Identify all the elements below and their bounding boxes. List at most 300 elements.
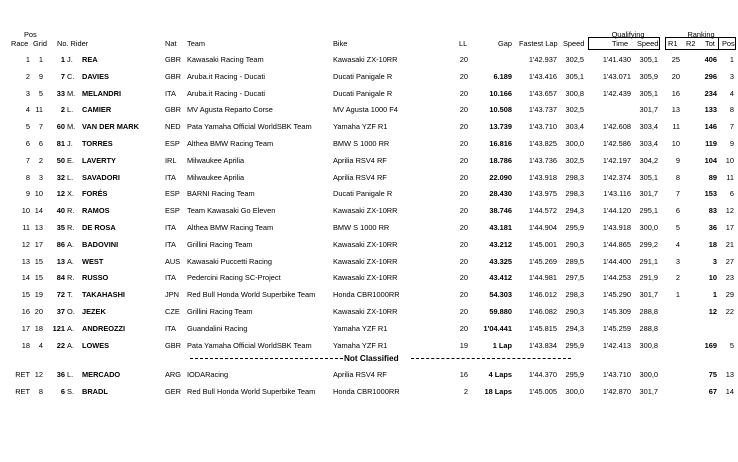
cell-team: Pedercini Racing SC-Project bbox=[187, 273, 281, 283]
cell-fastest: 1'45.001 bbox=[528, 239, 557, 249]
cell-qspeed: 291,1 bbox=[639, 256, 658, 266]
cell-speed: 295,9 bbox=[565, 223, 584, 232]
cell-bike: Kawasaki ZX-10RR bbox=[333, 307, 398, 316]
header-no-rider: No. Rider bbox=[57, 39, 89, 48]
cell-name: CAMIER bbox=[82, 105, 112, 115]
cell-tot: 133 bbox=[704, 105, 717, 115]
cell-qtime: 1'44.865 bbox=[602, 239, 631, 249]
cell-nat: GBR bbox=[165, 71, 182, 81]
cell-qspeed: 305,9 bbox=[639, 71, 658, 81]
cell-no: 37 bbox=[56, 307, 65, 316]
cell-init: X. bbox=[67, 189, 74, 199]
cell-nat: ESP bbox=[165, 139, 180, 148]
cell-grid: 1 bbox=[38, 55, 43, 64]
cell-rpos: 8 bbox=[729, 105, 734, 115]
cell-grid: 19 bbox=[34, 290, 43, 300]
cell-qtime: 1'44.400 bbox=[602, 256, 631, 266]
cell-r1: 3 bbox=[675, 256, 680, 266]
cell-team: Guandalini Racing bbox=[187, 323, 248, 333]
header-r2: R2 bbox=[686, 39, 696, 48]
cell-no: 6 bbox=[60, 386, 65, 396]
cell-rpos: 29 bbox=[725, 290, 734, 300]
cell-gap: 22.090 bbox=[489, 172, 512, 182]
cell-bike: Yamaha YZF R1 bbox=[333, 340, 388, 350]
cell-name: RAMOS bbox=[82, 206, 110, 216]
cell-init: A. bbox=[67, 340, 74, 350]
cell-r1: 25 bbox=[671, 55, 680, 64]
cell-gap: 43.412 bbox=[489, 273, 512, 283]
cell-name: MERCADO bbox=[82, 370, 121, 379]
cell-rpos: 22 bbox=[725, 307, 734, 316]
cell-fastest: 1'43.918 bbox=[528, 172, 557, 182]
cell-speed: 302,5 bbox=[565, 105, 584, 115]
cell-speed: 295,9 bbox=[565, 340, 584, 350]
cell-ll: 20 bbox=[459, 273, 468, 283]
cell-rpos: 7 bbox=[729, 122, 734, 132]
cell-qspeed: 303,4 bbox=[639, 122, 658, 132]
cell-nat: ITA bbox=[165, 88, 176, 98]
table-row bbox=[0, 118, 738, 136]
cell-name: DAVIES bbox=[82, 71, 109, 81]
cell-team: IODARacing bbox=[187, 370, 229, 379]
cell-grid: 13 bbox=[34, 223, 43, 232]
cell-team: Grillini Racing Team bbox=[187, 307, 253, 316]
cell-gap: 18 Laps bbox=[484, 386, 512, 396]
cell-name: DE ROSA bbox=[82, 223, 116, 232]
qualifying-header-box bbox=[588, 37, 660, 50]
cell-fastest: 1'44.572 bbox=[528, 206, 557, 216]
cell-fastest: 1'43.975 bbox=[528, 189, 557, 199]
header-ranking: Ranking bbox=[687, 30, 715, 39]
header-gap: Gap bbox=[498, 39, 512, 48]
cell-tot: 153 bbox=[704, 189, 717, 199]
cell-qtime: 1'43.116 bbox=[603, 189, 631, 199]
cell-init: L. bbox=[67, 370, 74, 379]
cell-qspeed: 301,7 bbox=[639, 189, 658, 199]
cell-r1: 16 bbox=[671, 88, 680, 98]
cell-bike: Aprilia RSV4 RF bbox=[333, 370, 387, 379]
cell-gap: 18.786 bbox=[489, 155, 512, 165]
cell-gap: 43.325 bbox=[489, 256, 512, 266]
cell-rpos: 21 bbox=[725, 239, 734, 249]
cell-name: BADOVINI bbox=[82, 239, 119, 249]
table-row bbox=[0, 135, 738, 153]
cell-fastest: 1'45.815 bbox=[528, 323, 557, 333]
not-classified-line-left bbox=[190, 358, 343, 359]
cell-init: A. bbox=[67, 239, 74, 249]
cell-fastest: 1'44.370 bbox=[528, 370, 557, 379]
cell-qtime: 1'43.710 bbox=[602, 370, 631, 379]
cell-qtime: 1'42.374 bbox=[602, 172, 631, 182]
cell-qspeed: 300,0 bbox=[639, 223, 658, 232]
cell-tot: 18 bbox=[708, 239, 717, 249]
table-row bbox=[0, 303, 738, 321]
table-row bbox=[0, 236, 738, 254]
header-q-time: Time bbox=[612, 39, 629, 48]
cell-team: Kawasaki Racing Team bbox=[187, 55, 264, 64]
cell-speed: 302,5 bbox=[565, 55, 584, 64]
cell-tot: 83 bbox=[708, 206, 717, 216]
cell-gap: 43.212 bbox=[489, 239, 512, 249]
cell-team: Aruba.it Racing - Ducati bbox=[187, 88, 266, 98]
cell-fastest: 1'43.825 bbox=[528, 139, 557, 148]
cell-grid: 4 bbox=[38, 340, 43, 350]
cell-gap: 43.181 bbox=[489, 223, 512, 232]
cell-nat: AUS bbox=[165, 256, 181, 266]
cell-ll: 20 bbox=[459, 55, 468, 64]
cell-team: MV Agusta Reparto Corse bbox=[187, 105, 273, 115]
cell-qspeed: 299,2 bbox=[639, 239, 658, 249]
cell-no: 1 bbox=[60, 55, 65, 64]
cell-gap: 54.303 bbox=[489, 290, 512, 300]
cell-race: 4 bbox=[25, 105, 30, 115]
cell-fastest: 1'44.904 bbox=[528, 223, 557, 232]
cell-qspeed: 301,7 bbox=[639, 386, 658, 396]
cell-name: TORRES bbox=[82, 139, 113, 148]
header-q-speed: Speed bbox=[637, 39, 659, 48]
cell-fastest: 1'43.737 bbox=[528, 105, 557, 115]
header-fastest-lap: Fastest Lap bbox=[519, 39, 558, 48]
cell-rpos: 12 bbox=[725, 206, 734, 216]
cell-init: O. bbox=[67, 307, 75, 316]
cell-speed: 303,4 bbox=[565, 122, 584, 132]
cell-speed: 300,0 bbox=[565, 386, 584, 396]
cell-name: LAVERTY bbox=[82, 155, 116, 165]
cell-fastest: 1'43.834 bbox=[528, 340, 557, 350]
cell-speed: 290,3 bbox=[565, 239, 584, 249]
cell-no: 84 bbox=[56, 273, 65, 283]
cell-bike: Kawasaki ZX-10RR bbox=[333, 206, 398, 216]
cell-grid: 9 bbox=[38, 71, 43, 81]
cell-tot: 1 bbox=[712, 290, 717, 300]
cell-gap: 1'04.441 bbox=[483, 323, 512, 333]
cell-grid: 6 bbox=[38, 139, 43, 148]
cell-race: 6 bbox=[25, 139, 30, 148]
cell-nat: NED bbox=[165, 122, 181, 132]
cell-race: 13 bbox=[21, 256, 30, 266]
cell-tot: 3 bbox=[712, 256, 717, 266]
table-row bbox=[0, 185, 738, 203]
cell-gap: 28.430 bbox=[489, 189, 512, 199]
cell-name: TAKAHASHI bbox=[82, 290, 125, 300]
cell-race: 14 bbox=[21, 273, 30, 283]
cell-gap: 13.739 bbox=[489, 122, 512, 132]
cell-race: 3 bbox=[25, 88, 30, 98]
cell-ll: 19 bbox=[459, 340, 468, 350]
cell-qtime: 1'42.586 bbox=[602, 139, 631, 148]
table-row bbox=[0, 320, 738, 338]
cell-race: 17 bbox=[21, 323, 30, 333]
cell-rpos: 13 bbox=[725, 370, 734, 379]
cell-nat: JPN bbox=[165, 290, 179, 300]
cell-init: J. bbox=[67, 139, 73, 148]
cell-nat: GBR bbox=[165, 340, 182, 350]
cell-tot: 146 bbox=[704, 122, 717, 132]
cell-no: 81 bbox=[56, 139, 65, 148]
cell-race: 15 bbox=[21, 290, 30, 300]
cell-no: 7 bbox=[60, 71, 65, 81]
cell-nat: ESP bbox=[165, 206, 180, 216]
cell-gap: 6.189 bbox=[493, 71, 512, 81]
cell-race: 7 bbox=[25, 155, 30, 165]
cell-team: Kawasaki Puccetti Racing bbox=[187, 256, 273, 266]
cell-rpos: 1 bbox=[729, 55, 734, 64]
cell-init: M. bbox=[67, 88, 76, 98]
cell-rpos: 27 bbox=[725, 256, 734, 266]
cell-team: Pata Yamaha Official WorldSBK Team bbox=[187, 122, 312, 132]
cell-fastest: 1'46.082 bbox=[528, 307, 557, 316]
cell-qspeed: 301,7 bbox=[639, 290, 658, 300]
cell-no: 33 bbox=[56, 88, 65, 98]
cell-race: 10 bbox=[21, 206, 30, 216]
cell-bike: Yamaha YZF R1 bbox=[333, 122, 388, 132]
cell-race: 18 bbox=[21, 340, 30, 350]
cell-qtime: 1'43.918 bbox=[602, 223, 631, 232]
cell-rpos: 5 bbox=[729, 340, 734, 350]
cell-no: 40 bbox=[56, 206, 65, 216]
cell-race: 1 bbox=[25, 55, 30, 64]
cell-ll: 20 bbox=[459, 105, 468, 115]
cell-bike: Honda CBR1000RR bbox=[333, 386, 400, 396]
cell-fastest: 1'43.736 bbox=[528, 155, 557, 165]
cell-bike: BMW S 1000 RR bbox=[333, 223, 390, 232]
cell-team: Pata Yamaha Official WorldSBK Team bbox=[187, 340, 312, 350]
cell-name: ANDREOZZI bbox=[82, 323, 126, 333]
cell-team: Grillini Racing Team bbox=[187, 239, 253, 249]
cell-name: REA bbox=[82, 55, 98, 64]
cell-nat: GER bbox=[165, 386, 182, 396]
cell-team: Althea BMW Racing Team bbox=[187, 139, 274, 148]
cell-r1: 6 bbox=[675, 206, 680, 216]
cell-bike: Kawasaki ZX-10RR bbox=[333, 55, 398, 64]
cell-fastest: 1'43.416 bbox=[528, 71, 557, 81]
cell-init: R. bbox=[67, 273, 75, 283]
cell-name: FORÉS bbox=[82, 189, 108, 199]
cell-qspeed: 300,8 bbox=[639, 340, 658, 350]
cell-r1: 9 bbox=[675, 155, 680, 165]
cell-nat: GBR bbox=[165, 105, 182, 115]
cell-qtime: 1'44.120 bbox=[602, 206, 631, 216]
cell-speed: 294,3 bbox=[565, 206, 584, 216]
cell-team: Milwaukee Aprilia bbox=[187, 155, 245, 165]
cell-race: RET bbox=[15, 370, 30, 379]
header-race: Race bbox=[11, 39, 29, 48]
cell-ll: 20 bbox=[459, 88, 468, 98]
table-row bbox=[0, 152, 738, 170]
cell-no: 22 bbox=[56, 340, 65, 350]
cell-qspeed: 304,2 bbox=[639, 155, 658, 165]
cell-bike: Honda CBR1000RR bbox=[333, 290, 400, 300]
cell-ll: 20 bbox=[459, 239, 468, 249]
cell-speed: 302,5 bbox=[565, 155, 584, 165]
cell-name: LOWES bbox=[82, 340, 110, 350]
cell-bike: Yamaha YZF R1 bbox=[333, 323, 388, 333]
cell-fastest: 1'45.269 bbox=[528, 256, 557, 266]
cell-speed: 298,3 bbox=[565, 189, 584, 199]
cell-gap: 38.746 bbox=[489, 206, 512, 216]
cell-gap: 10.508 bbox=[489, 105, 512, 115]
cell-team: Aruba.it Racing - Ducati bbox=[187, 71, 266, 81]
cell-ll: 20 bbox=[459, 172, 468, 182]
cell-speed: 290,3 bbox=[565, 307, 584, 316]
cell-tot: 234 bbox=[704, 88, 717, 98]
table-row bbox=[0, 269, 738, 287]
cell-tot: 36 bbox=[708, 223, 717, 232]
cell-name: RUSSO bbox=[82, 273, 109, 283]
cell-init: L. bbox=[67, 172, 74, 182]
cell-no: 35 bbox=[56, 223, 65, 232]
cell-tot: 296 bbox=[704, 71, 717, 81]
header-tot: Tot bbox=[705, 39, 715, 48]
table-row bbox=[0, 253, 738, 271]
cell-nat: ITA bbox=[165, 239, 176, 249]
cell-r1: 7 bbox=[675, 189, 680, 199]
cell-init: L. bbox=[67, 105, 74, 115]
cell-grid: 3 bbox=[38, 172, 43, 182]
cell-no: 2 bbox=[60, 105, 65, 115]
cell-r1: 2 bbox=[675, 273, 680, 283]
cell-ll: 20 bbox=[459, 256, 468, 266]
cell-qspeed: 305,1 bbox=[639, 172, 658, 182]
cell-bike: Kawasaki ZX-10RR bbox=[333, 256, 398, 266]
cell-speed: 305,1 bbox=[565, 71, 584, 81]
cell-grid: 20 bbox=[34, 307, 43, 316]
cell-race: 11 bbox=[22, 223, 30, 232]
cell-race: 9 bbox=[25, 189, 30, 199]
cell-qspeed: 305,1 bbox=[639, 55, 658, 64]
cell-nat: CZE bbox=[165, 307, 180, 316]
cell-no: 121 bbox=[52, 323, 65, 333]
header-ll: LL bbox=[459, 39, 468, 48]
cell-nat: ITA bbox=[165, 172, 176, 182]
cell-qtime: 1'43.071 bbox=[602, 71, 631, 81]
cell-speed: 297,5 bbox=[565, 273, 584, 283]
cell-grid: 5 bbox=[38, 88, 43, 98]
cell-rpos: 3 bbox=[729, 71, 734, 81]
cell-qtime: 1'42.608 bbox=[602, 122, 631, 132]
cell-name: VAN DER MARK bbox=[82, 122, 139, 132]
cell-no: 36 bbox=[56, 370, 65, 379]
table-row bbox=[0, 337, 738, 355]
cell-qtime: 1'45.259 bbox=[602, 323, 631, 333]
header-pos: Pos bbox=[24, 30, 37, 39]
rank-pos-header-box bbox=[718, 37, 736, 50]
cell-rpos: 11 bbox=[726, 172, 734, 182]
cell-rpos: 17 bbox=[725, 223, 734, 232]
cell-ll: 20 bbox=[459, 122, 468, 132]
cell-qspeed: 305,1 bbox=[639, 88, 658, 98]
cell-nat: ARG bbox=[165, 370, 182, 379]
table-row bbox=[0, 219, 738, 237]
cell-team: Althea BMW Racing Team bbox=[187, 223, 274, 232]
cell-nat: IRL bbox=[165, 155, 177, 165]
cell-rpos: 9 bbox=[729, 139, 734, 148]
cell-bike: Aprilia RSV4 RF bbox=[333, 172, 387, 182]
cell-tot: 75 bbox=[708, 370, 717, 379]
header-grid: Grid bbox=[33, 39, 47, 48]
cell-name: MELANDRI bbox=[82, 88, 122, 98]
cell-qtime: 1'42.413 bbox=[602, 340, 631, 350]
cell-qspeed: 303,4 bbox=[639, 139, 658, 148]
table-row bbox=[0, 68, 738, 86]
cell-tot: 169 bbox=[704, 340, 717, 350]
cell-qtime: 1'42.197 bbox=[602, 155, 631, 165]
cell-rpos: 6 bbox=[729, 189, 734, 199]
cell-r1: 13 bbox=[671, 105, 680, 115]
cell-ll: 2 bbox=[463, 386, 468, 396]
not-classified-line-right bbox=[411, 358, 571, 359]
table-row bbox=[0, 51, 738, 69]
cell-bike: BMW S 1000 RR bbox=[333, 139, 390, 148]
cell-grid: 14 bbox=[34, 206, 43, 216]
cell-tot: 406 bbox=[704, 55, 717, 64]
cell-init: M. bbox=[67, 122, 76, 132]
cell-speed: 298,3 bbox=[565, 290, 584, 300]
cell-race: 12 bbox=[21, 239, 30, 249]
cell-name: BRADL bbox=[82, 386, 108, 396]
not-classified-label: Not Classified bbox=[344, 354, 399, 363]
cell-race: 16 bbox=[21, 307, 30, 316]
table-row bbox=[0, 85, 738, 103]
cell-ll: 20 bbox=[459, 223, 468, 232]
table-row bbox=[0, 101, 738, 119]
cell-team: Red Bull Honda World Superbike Team bbox=[187, 290, 316, 300]
cell-ll: 20 bbox=[459, 155, 468, 165]
cell-name: JEZEK bbox=[82, 307, 106, 316]
cell-init: A. bbox=[67, 256, 74, 266]
table-row bbox=[0, 286, 738, 304]
cell-grid: 11 bbox=[35, 105, 43, 115]
cell-no: 50 bbox=[56, 155, 65, 165]
table-row bbox=[0, 383, 738, 401]
header-nat: Nat bbox=[165, 39, 177, 48]
cell-speed: 298,3 bbox=[565, 172, 584, 182]
cell-init: J. bbox=[67, 55, 73, 64]
cell-speed: 294,3 bbox=[565, 323, 584, 333]
cell-race: RET bbox=[15, 386, 30, 396]
cell-ll: 16 bbox=[459, 370, 468, 379]
cell-qtime: 1'45.290 bbox=[602, 290, 631, 300]
cell-r1: 5 bbox=[675, 223, 680, 232]
cell-nat: ITA bbox=[165, 323, 176, 333]
cell-gap: 1 Lap bbox=[492, 340, 512, 350]
cell-nat: ITA bbox=[165, 223, 176, 232]
cell-gap: 10.166 bbox=[489, 88, 512, 98]
cell-tot: 67 bbox=[708, 386, 717, 396]
header-team: Team bbox=[187, 39, 206, 48]
cell-init: S. bbox=[67, 386, 74, 396]
cell-qtime: 1'42.439 bbox=[602, 88, 631, 98]
cell-no: 32 bbox=[56, 172, 65, 182]
cell-qspeed: 288,8 bbox=[639, 307, 658, 316]
cell-bike: Ducati Panigale R bbox=[333, 189, 393, 199]
cell-grid: 10 bbox=[34, 189, 43, 199]
cell-r1: 20 bbox=[671, 71, 680, 81]
table-row bbox=[0, 202, 738, 220]
cell-no: 12 bbox=[56, 189, 65, 199]
cell-nat: ITA bbox=[165, 273, 176, 283]
cell-team: Milwaukee Aprilia bbox=[187, 172, 245, 182]
cell-tot: 12 bbox=[708, 307, 717, 316]
cell-speed: 300,8 bbox=[565, 88, 584, 98]
cell-fastest: 1'43.710 bbox=[528, 122, 557, 132]
cell-ll: 20 bbox=[459, 206, 468, 216]
cell-init: T. bbox=[67, 290, 73, 300]
cell-grid: 2 bbox=[38, 155, 43, 165]
cell-gap: 59.880 bbox=[489, 307, 512, 316]
cell-bike: Ducati Panigale R bbox=[333, 88, 393, 98]
cell-no: 86 bbox=[56, 239, 65, 249]
